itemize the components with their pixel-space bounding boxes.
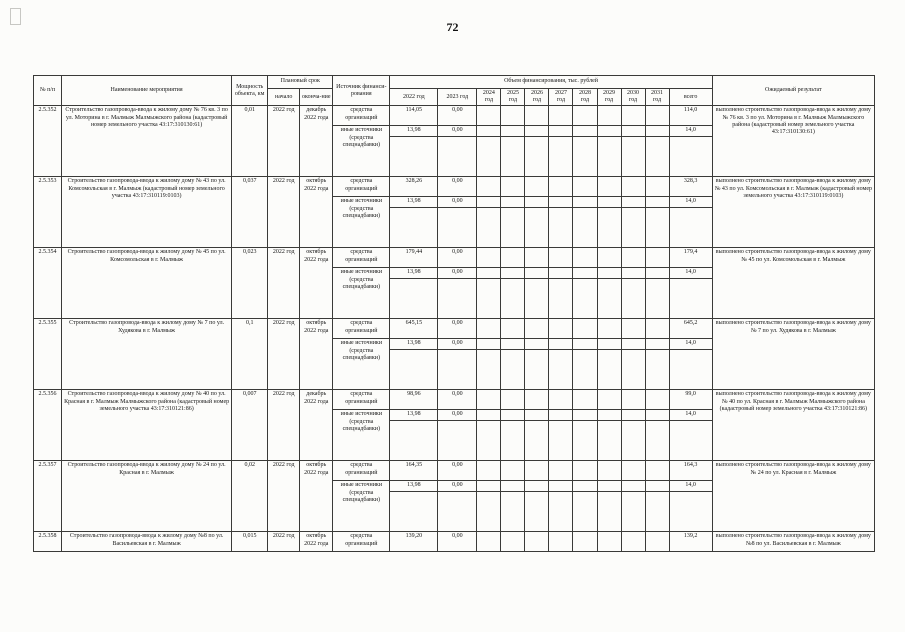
- value-empty-year: [573, 106, 597, 126]
- funding-source: иные источники (средства спецнадбавки): [333, 481, 390, 532]
- value-empty-year: [621, 461, 645, 481]
- row-capacity: 0,015: [232, 532, 268, 552]
- value-empty-year: [525, 390, 549, 410]
- filler-cell: [390, 137, 438, 177]
- value-empty-year: [621, 177, 645, 197]
- value-2023: 0,00: [438, 268, 477, 279]
- value-empty-year: [477, 481, 501, 492]
- value-2023: 0,00: [438, 197, 477, 208]
- filler-cell: [645, 137, 669, 177]
- value-empty-year: [573, 177, 597, 197]
- value-2022: 13,98: [390, 126, 438, 137]
- filler-cell: [573, 350, 597, 390]
- value-empty-year: [525, 106, 549, 126]
- value-total: 139,2: [669, 532, 712, 552]
- filler-cell: [390, 421, 438, 461]
- value-empty-year: [549, 461, 573, 481]
- value-empty-year: [597, 481, 621, 492]
- value-empty-year: [621, 390, 645, 410]
- row-num: 2.5.358: [34, 532, 62, 552]
- filler-cell: [669, 137, 712, 177]
- value-2022: 13,98: [390, 268, 438, 279]
- value-empty-year: [573, 319, 597, 339]
- value-2022: 98,96: [390, 390, 438, 410]
- value-empty-year: [549, 197, 573, 208]
- value-empty-year: [501, 197, 525, 208]
- row-start: 2022 год: [268, 319, 300, 390]
- header-year: 2029 год: [597, 89, 621, 106]
- value-empty-year: [597, 268, 621, 279]
- row-num: 2.5.355: [34, 319, 62, 390]
- filler-cell: [669, 279, 712, 319]
- value-total: 645,2: [669, 319, 712, 339]
- value-empty-year: [573, 390, 597, 410]
- value-empty-year: [501, 248, 525, 268]
- filler-cell: [549, 208, 573, 248]
- row-end: октябрь 2022 года: [300, 248, 333, 319]
- value-empty-year: [501, 339, 525, 350]
- row-name: Строительство газопровода-ввода к жилому дому № 76 кв. 3 по ул. Моторина в г. Малмыж Малмыжского района (кадастровый номер земельного участка 43:17:310130:61): [62, 106, 232, 177]
- value-empty-year: [573, 126, 597, 137]
- filler-cell: [438, 350, 477, 390]
- value-2023: 0,00: [438, 177, 477, 197]
- value-empty-year: [525, 319, 549, 339]
- filler-cell: [645, 492, 669, 532]
- table-row: [34, 532, 875, 552]
- value-empty-year: [645, 319, 669, 339]
- value-empty-year: [645, 410, 669, 421]
- value-empty-year: [525, 126, 549, 137]
- funding-source: иные источники (средства спецнадбавки): [333, 410, 390, 461]
- value-total: 14,0: [669, 339, 712, 350]
- value-empty-year: [597, 126, 621, 137]
- filler-cell: [525, 208, 549, 248]
- filler-cell: [621, 208, 645, 248]
- value-empty-year: [645, 106, 669, 126]
- value-total: 114,0: [669, 106, 712, 126]
- header-num: № п/п: [34, 76, 62, 106]
- filler-cell: [645, 208, 669, 248]
- row-capacity: 0,1: [232, 319, 268, 390]
- filler-cell: [390, 492, 438, 532]
- filler-cell: [501, 208, 525, 248]
- header-year: 2023 год: [438, 89, 477, 106]
- value-empty-year: [645, 248, 669, 268]
- value-empty-year: [477, 390, 501, 410]
- value-empty-year: [597, 197, 621, 208]
- value-empty-year: [525, 532, 549, 552]
- header-end: оконча-ние: [300, 89, 333, 106]
- filler-cell: [669, 492, 712, 532]
- filler-cell: [621, 492, 645, 532]
- row-result: выполнено строительство газопровода-ввода к жилому дому № 7 по ул. Худякова в г. Малмыж: [712, 319, 874, 390]
- value-empty-year: [645, 532, 669, 552]
- filler-cell: [501, 421, 525, 461]
- value-empty-year: [621, 532, 645, 552]
- value-empty-year: [645, 268, 669, 279]
- value-2022: 114,05: [390, 106, 438, 126]
- value-empty-year: [501, 532, 525, 552]
- value-empty-year: [477, 106, 501, 126]
- row-start: 2022 год: [268, 106, 300, 177]
- value-empty-year: [621, 268, 645, 279]
- value-empty-year: [597, 248, 621, 268]
- value-empty-year: [525, 177, 549, 197]
- value-empty-year: [501, 268, 525, 279]
- header-financing: Объем финансирования, тыс. рублей: [390, 76, 712, 89]
- filler-cell: [525, 137, 549, 177]
- table-row: [34, 177, 875, 197]
- filler-cell: [621, 350, 645, 390]
- filler-cell: [573, 492, 597, 532]
- filler-cell: [597, 279, 621, 319]
- value-empty-year: [477, 461, 501, 481]
- value-empty-year: [597, 532, 621, 552]
- value-2023: 0,00: [438, 481, 477, 492]
- page-number: 72: [446, 20, 459, 34]
- value-empty-year: [525, 410, 549, 421]
- value-2023: 0,00: [438, 410, 477, 421]
- row-name: Строительство газопровода-ввода к жилому дому №8 по ул. Васильевская в г. Малмыж: [62, 532, 232, 552]
- value-2022: 328,26: [390, 177, 438, 197]
- funding-source: средства организаций: [333, 532, 390, 552]
- filler-cell: [477, 279, 501, 319]
- funding-source: средства организаций: [333, 177, 390, 197]
- filler-cell: [621, 421, 645, 461]
- header-start: начало: [268, 89, 300, 106]
- value-total: 99,0: [669, 390, 712, 410]
- filler-cell: [390, 208, 438, 248]
- value-empty-year: [597, 339, 621, 350]
- value-2022: 645,15: [390, 319, 438, 339]
- header-row-top: [34, 76, 875, 89]
- value-2022: 13,98: [390, 339, 438, 350]
- header-year: 2027 год: [549, 89, 573, 106]
- value-empty-year: [477, 339, 501, 350]
- filler-cell: [525, 279, 549, 319]
- value-empty-year: [477, 248, 501, 268]
- filler-cell: [597, 208, 621, 248]
- row-result: выполнено строительство газопровода-ввода к жилому дому № 45 по ул. Комсомольская в г. Малмыж: [712, 248, 874, 319]
- funding-source: иные источники (средства спецнадбавки): [333, 197, 390, 248]
- value-empty-year: [477, 410, 501, 421]
- value-empty-year: [645, 126, 669, 137]
- value-empty-year: [477, 197, 501, 208]
- row-result: выполнено строительство газопровода-ввода к жилому дому № 24 по ул. Красная в г. Малмыж: [712, 461, 874, 532]
- value-2022: 139,20: [390, 532, 438, 552]
- value-empty-year: [597, 319, 621, 339]
- filler-cell: [645, 350, 669, 390]
- row-name: Строительство газопровода-ввода к жилому дому № 7 по ул. Худякова в г. Малмыж: [62, 319, 232, 390]
- filler-cell: [438, 137, 477, 177]
- row-end: декабрь 2022 года: [300, 106, 333, 177]
- filler-cell: [477, 421, 501, 461]
- filler-cell: [525, 492, 549, 532]
- value-empty-year: [573, 461, 597, 481]
- value-empty-year: [645, 481, 669, 492]
- value-2023: 0,00: [438, 106, 477, 126]
- filler-cell: [573, 279, 597, 319]
- filler-cell: [438, 492, 477, 532]
- value-empty-year: [573, 410, 597, 421]
- value-empty-year: [597, 390, 621, 410]
- report-table: [33, 75, 875, 552]
- value-2023: 0,00: [438, 461, 477, 481]
- table-row: [34, 390, 875, 410]
- filler-cell: [669, 208, 712, 248]
- value-total: 14,0: [669, 268, 712, 279]
- table-row: [34, 319, 875, 339]
- header-year: 2022 год: [390, 89, 438, 106]
- value-empty-year: [549, 390, 573, 410]
- value-total: 14,0: [669, 197, 712, 208]
- value-empty-year: [573, 481, 597, 492]
- value-total: 164,3: [669, 461, 712, 481]
- row-result: выполнено строительство газопровода-ввода к жилому дому № 43 по ул. Комсомольская в г. Малмыж (кадастровый номер земельного участка 43:17:310119:0103): [712, 177, 874, 248]
- value-empty-year: [621, 410, 645, 421]
- value-empty-year: [501, 126, 525, 137]
- value-empty-year: [549, 481, 573, 492]
- value-total: 328,3: [669, 177, 712, 197]
- value-2022: 179,44: [390, 248, 438, 268]
- funding-source: средства организаций: [333, 106, 390, 126]
- table-row: [34, 461, 875, 481]
- value-empty-year: [573, 339, 597, 350]
- filler-cell: [669, 421, 712, 461]
- row-name: Строительство газопровода-ввода к жилому дому № 40 по ул. Красная в г. Малмыж Малмыжского района (кадастровый номер земельного участка 43:17:310121:86): [62, 390, 232, 461]
- row-capacity: 0,01: [232, 106, 268, 177]
- value-empty-year: [597, 106, 621, 126]
- table-body: [34, 106, 875, 552]
- header-year: 2031 год: [645, 89, 669, 106]
- value-2022: 13,98: [390, 197, 438, 208]
- table-header: [34, 76, 875, 106]
- filler-cell: [549, 279, 573, 319]
- value-empty-year: [525, 461, 549, 481]
- value-empty-year: [549, 106, 573, 126]
- header-year: 2024 год: [477, 89, 501, 106]
- value-empty-year: [501, 410, 525, 421]
- row-start: 2022 год: [268, 248, 300, 319]
- row-result: выполнено строительство газопровода-ввода к жилому дому №8 по ул. Васильевская в г. Малмыж: [712, 532, 874, 552]
- value-total: 14,0: [669, 126, 712, 137]
- value-total: 14,0: [669, 410, 712, 421]
- value-empty-year: [525, 248, 549, 268]
- value-2022: 13,98: [390, 410, 438, 421]
- filler-cell: [597, 492, 621, 532]
- row-name: Строительство газопровода-ввода к жилому дому № 43 по ул. Комсомольская в г. Малмыж (кадастровый номер земельного участка 43:17:310119:0103): [62, 177, 232, 248]
- funding-source: средства организаций: [333, 248, 390, 268]
- filler-cell: [549, 350, 573, 390]
- filler-cell: [525, 350, 549, 390]
- value-empty-year: [549, 319, 573, 339]
- filler-cell: [501, 137, 525, 177]
- value-empty-year: [477, 268, 501, 279]
- filler-cell: [477, 137, 501, 177]
- header-expected-result: Ожидаемый результат: [712, 76, 874, 106]
- filler-cell: [525, 421, 549, 461]
- value-empty-year: [525, 268, 549, 279]
- row-num: 2.5.354: [34, 248, 62, 319]
- value-total: 14,0: [669, 481, 712, 492]
- value-empty-year: [645, 197, 669, 208]
- value-empty-year: [549, 126, 573, 137]
- value-2022: 164,35: [390, 461, 438, 481]
- value-empty-year: [501, 177, 525, 197]
- value-empty-year: [621, 126, 645, 137]
- header-name: Наименование мероприятия: [62, 76, 232, 106]
- value-empty-year: [549, 177, 573, 197]
- header-funding-source: Источник финанси-рования: [333, 76, 390, 106]
- filler-cell: [597, 350, 621, 390]
- row-num: 2.5.352: [34, 106, 62, 177]
- header-year: 2030 год: [621, 89, 645, 106]
- value-total: 179,4: [669, 248, 712, 268]
- value-empty-year: [573, 197, 597, 208]
- value-empty-year: [597, 461, 621, 481]
- value-2023: 0,00: [438, 248, 477, 268]
- value-empty-year: [573, 532, 597, 552]
- header-year: 2026 год: [525, 89, 549, 106]
- value-empty-year: [525, 339, 549, 350]
- header-total: всего: [669, 89, 712, 106]
- funding-source: иные источники (средства спецнадбавки): [333, 339, 390, 390]
- filler-cell: [549, 137, 573, 177]
- value-2022: 13,98: [390, 481, 438, 492]
- value-2023: 0,00: [438, 339, 477, 350]
- row-end: октябрь 2022 года: [300, 461, 333, 532]
- value-empty-year: [525, 481, 549, 492]
- funding-source: иные источники (средства спецнадбавки): [333, 126, 390, 177]
- value-empty-year: [477, 532, 501, 552]
- filler-cell: [501, 492, 525, 532]
- value-empty-year: [501, 390, 525, 410]
- filler-cell: [573, 208, 597, 248]
- filler-cell: [621, 279, 645, 319]
- row-num: 2.5.357: [34, 461, 62, 532]
- row-name: Строительство газопровода-ввода к жилому дому № 24 по ул. Красная в г. Малмыж: [62, 461, 232, 532]
- value-empty-year: [549, 248, 573, 268]
- value-empty-year: [549, 410, 573, 421]
- value-empty-year: [501, 106, 525, 126]
- filler-cell: [477, 208, 501, 248]
- value-empty-year: [501, 319, 525, 339]
- filler-cell: [549, 421, 573, 461]
- header-capacity: Мощность объекта, км: [232, 76, 268, 106]
- value-empty-year: [621, 339, 645, 350]
- header-planned-period: Плановый срок: [268, 76, 333, 89]
- filler-cell: [597, 137, 621, 177]
- filler-cell: [573, 421, 597, 461]
- value-empty-year: [621, 106, 645, 126]
- row-result: выполнено строительство газопровода-ввода к жилому дому № 76 кв. 3 по ул. Моторина в г. Малмыж Малмыжского района (кадастровый номер земельного участка 43:17:310130:61): [712, 106, 874, 177]
- value-empty-year: [477, 126, 501, 137]
- filler-cell: [597, 421, 621, 461]
- value-2023: 0,00: [438, 126, 477, 137]
- filler-cell: [438, 421, 477, 461]
- funding-source: средства организаций: [333, 319, 390, 339]
- value-empty-year: [645, 177, 669, 197]
- row-start: 2022 год: [268, 390, 300, 461]
- filler-cell: [549, 492, 573, 532]
- value-2023: 0,00: [438, 390, 477, 410]
- header-year: 2025 год: [501, 89, 525, 106]
- row-name: Строительство газопровода-ввода к жилому дому № 45 по ул. Комсомольская в г. Малмыж: [62, 248, 232, 319]
- value-empty-year: [621, 197, 645, 208]
- value-empty-year: [645, 339, 669, 350]
- value-empty-year: [501, 461, 525, 481]
- value-empty-year: [549, 339, 573, 350]
- value-empty-year: [621, 248, 645, 268]
- value-empty-year: [597, 410, 621, 421]
- filler-cell: [390, 350, 438, 390]
- value-2023: 0,00: [438, 319, 477, 339]
- row-end: октябрь 2022 года: [300, 319, 333, 390]
- filler-cell: [501, 350, 525, 390]
- row-start: 2022 год: [268, 177, 300, 248]
- filler-cell: [621, 137, 645, 177]
- filler-cell: [645, 279, 669, 319]
- value-2023: 0,00: [438, 532, 477, 552]
- row-end: декабрь 2022 года: [300, 390, 333, 461]
- value-empty-year: [597, 177, 621, 197]
- row-num: 2.5.353: [34, 177, 62, 248]
- row-start: 2022 год: [268, 532, 300, 552]
- row-end: октябрь 2022 года: [300, 177, 333, 248]
- funding-source: средства организаций: [333, 390, 390, 410]
- funding-source: иные источники (средства спецнадбавки): [333, 268, 390, 319]
- filler-cell: [645, 421, 669, 461]
- row-num: 2.5.356: [34, 390, 62, 461]
- filler-cell: [390, 279, 438, 319]
- filler-cell: [501, 279, 525, 319]
- value-empty-year: [645, 390, 669, 410]
- row-capacity: 0,037: [232, 177, 268, 248]
- row-capacity: 0,02: [232, 461, 268, 532]
- row-result: выполнено строительство газопровода-ввода к жилому дому № 40 по ул. Красная в г. Малмыж Малмыжского района (кадастровый номер земельного участка 43:17:310121:86): [712, 390, 874, 461]
- filler-cell: [573, 137, 597, 177]
- value-empty-year: [549, 532, 573, 552]
- value-empty-year: [525, 197, 549, 208]
- row-end: октябрь 2022 года: [300, 532, 333, 552]
- value-empty-year: [645, 461, 669, 481]
- value-empty-year: [549, 268, 573, 279]
- value-empty-year: [501, 481, 525, 492]
- filler-cell: [669, 350, 712, 390]
- row-start: 2022 год: [268, 461, 300, 532]
- row-capacity: 0,023: [232, 248, 268, 319]
- value-empty-year: [621, 481, 645, 492]
- filler-cell: [438, 208, 477, 248]
- filler-cell: [438, 279, 477, 319]
- value-empty-year: [477, 177, 501, 197]
- header-year: 2028 год: [573, 89, 597, 106]
- funding-source: средства организаций: [333, 461, 390, 481]
- row-capacity: 0,007: [232, 390, 268, 461]
- table-row: [34, 248, 875, 268]
- value-empty-year: [573, 248, 597, 268]
- table-row: [34, 106, 875, 126]
- value-empty-year: [573, 268, 597, 279]
- filler-cell: [477, 492, 501, 532]
- value-empty-year: [477, 319, 501, 339]
- value-empty-year: [621, 319, 645, 339]
- filler-cell: [477, 350, 501, 390]
